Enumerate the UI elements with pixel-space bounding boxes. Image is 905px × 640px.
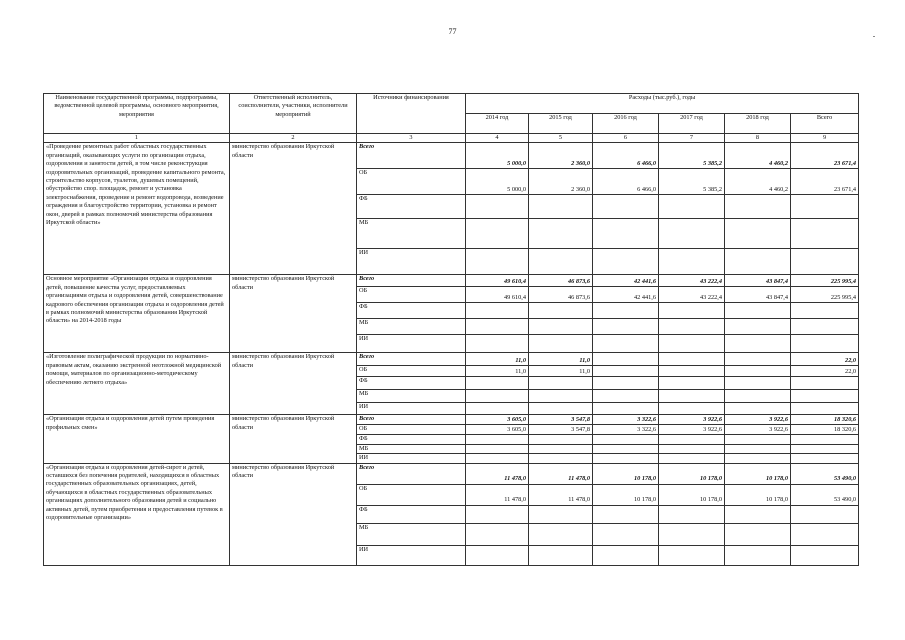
year-value-cell — [529, 319, 593, 335]
funding-source: ФБ — [357, 435, 466, 444]
funding-source: ИИ — [357, 454, 466, 463]
executor-name: министерство образования Иркутской области — [230, 143, 357, 275]
year-value-cell: 3 922,6 — [659, 415, 725, 425]
header-year: 2016 год — [593, 114, 659, 134]
year-value-cell — [529, 219, 593, 249]
year-value-cell: 10 178,0 — [725, 463, 791, 484]
year-value-cell — [529, 545, 593, 565]
year-value-cell — [725, 435, 791, 444]
year-value-cell — [659, 335, 725, 353]
year-value-cell — [725, 219, 791, 249]
year-value-cell — [659, 377, 725, 390]
year-value-cell — [659, 219, 725, 249]
funding-source: ФБ — [357, 505, 466, 523]
year-value-cell — [725, 390, 791, 403]
funding-source: Всего — [357, 275, 466, 287]
header-executor: Ответственный исполнитель, соисполнители, участники, исполнители мероприятий — [230, 94, 357, 134]
year-value-cell: 3 547,8 — [529, 415, 593, 425]
total-cell: 23 671,4 — [791, 143, 859, 169]
header-year: 2018 год — [725, 114, 791, 134]
expenses-table — [43, 93, 859, 566]
year-value-cell — [659, 444, 725, 453]
year-value-cell: 10 178,0 — [593, 463, 659, 484]
year-value-cell — [725, 319, 791, 335]
year-value-cell: 11,0 — [466, 366, 529, 377]
activity-name: «Изготовление полиграфической продукции по нормативно-правовым актам, оказанию экстренной неотложной медицинской помощи, материалов по организационно-методическому обеспечению летнего отдыха» — [44, 353, 230, 415]
year-value-cell — [593, 454, 659, 463]
header-total: Всего — [791, 114, 859, 134]
header-expenses: Расходы (тыс.руб.), годы — [466, 94, 859, 114]
total-cell — [791, 303, 859, 319]
total-cell — [791, 319, 859, 335]
year-value-cell — [725, 366, 791, 377]
year-value-cell — [466, 335, 529, 353]
year-value-cell: 49 610,4 — [466, 275, 529, 287]
year-value-cell — [659, 505, 725, 523]
year-value-cell — [466, 545, 529, 565]
year-value-cell — [725, 249, 791, 275]
year-value-cell — [593, 505, 659, 523]
total-cell — [791, 403, 859, 415]
year-value-cell — [659, 353, 725, 366]
total-cell — [791, 454, 859, 463]
col-number: 7 — [659, 134, 725, 143]
year-value-cell — [659, 319, 725, 335]
funding-source: Всего — [357, 463, 466, 484]
year-value-cell — [725, 545, 791, 565]
year-value-cell: 43 847,4 — [725, 287, 791, 303]
year-value-cell — [529, 195, 593, 219]
year-value-cell — [593, 444, 659, 453]
year-value-cell: 3 322,6 — [593, 415, 659, 425]
col-number: 6 — [593, 134, 659, 143]
header-source: Источники финансирования — [357, 94, 466, 134]
year-value-cell — [659, 303, 725, 319]
year-value-cell — [593, 195, 659, 219]
year-value-cell — [593, 523, 659, 545]
total-cell — [791, 435, 859, 444]
year-value-cell: 4 460,2 — [725, 169, 791, 195]
year-value-cell — [466, 454, 529, 463]
total-cell — [791, 390, 859, 403]
year-value-cell — [466, 403, 529, 415]
header-year: 2017 год — [659, 114, 725, 134]
year-value-cell — [529, 377, 593, 390]
year-value-cell — [593, 219, 659, 249]
total-cell — [791, 195, 859, 219]
funding-source: ФБ — [357, 195, 466, 219]
year-value-cell — [593, 403, 659, 415]
col-number: 9 — [791, 134, 859, 143]
year-value-cell: 3 547,8 — [529, 425, 593, 435]
header-name: Наименование государственной программы, подпрограммы, ведомственной целевой программы, основного мероприятия, мероприятия — [44, 94, 230, 134]
year-value-cell — [466, 523, 529, 545]
funding-source: ИИ — [357, 545, 466, 565]
col-number: 3 — [357, 134, 466, 143]
year-value-cell: 3 605,0 — [466, 425, 529, 435]
year-value-cell: 43 847,4 — [725, 275, 791, 287]
page-number: 77 — [448, 27, 457, 36]
year-value-cell — [593, 335, 659, 353]
year-value-cell — [659, 435, 725, 444]
total-cell — [791, 335, 859, 353]
activity-name: Основное мероприятие «Организация отдыха и оздоровления детей, повышение качества услуг, предоставляемых организациями отдыха и оздоровления детей, совершенствование кадрового обеспечения организации отдыха и оздоровления детей в рамках полномочий министерства образования Иркутской области» на 2014-2018 годы — [44, 275, 230, 353]
funding-source: Всего — [357, 143, 466, 169]
year-value-cell — [593, 377, 659, 390]
year-value-cell — [659, 366, 725, 377]
total-cell — [791, 377, 859, 390]
year-value-cell — [529, 444, 593, 453]
funding-source: МБ — [357, 319, 466, 335]
year-value-cell — [725, 505, 791, 523]
year-value-cell: 4 460,2 — [725, 143, 791, 169]
year-value-cell: 10 178,0 — [725, 484, 791, 505]
funding-source: ФБ — [357, 303, 466, 319]
year-value-cell — [593, 353, 659, 366]
year-value-cell: 5 000,0 — [466, 169, 529, 195]
total-cell: 225 995,4 — [791, 287, 859, 303]
total-cell — [791, 249, 859, 275]
year-value-cell — [529, 335, 593, 353]
year-value-cell: 46 873,6 — [529, 275, 593, 287]
funding-source: Всего — [357, 415, 466, 425]
total-cell: 225 995,4 — [791, 275, 859, 287]
year-value-cell — [466, 249, 529, 275]
year-value-cell — [529, 505, 593, 523]
year-value-cell — [725, 195, 791, 219]
year-value-cell — [593, 545, 659, 565]
year-value-cell: 3 605,0 — [466, 415, 529, 425]
funding-source: ФБ — [357, 377, 466, 390]
year-value-cell: 2 360,0 — [529, 143, 593, 169]
col-number: 2 — [230, 134, 357, 143]
year-value-cell: 6 466,0 — [593, 169, 659, 195]
activity-name: «Организация отдыха и оздоровления детей путем проведения профильных смен» — [44, 415, 230, 463]
header-year: 2015 год — [529, 114, 593, 134]
year-value-cell — [529, 403, 593, 415]
funding-source: ИИ — [357, 335, 466, 353]
funding-source: ОБ — [357, 425, 466, 435]
total-cell: 53 490,0 — [791, 463, 859, 484]
year-value-cell — [466, 390, 529, 403]
col-number: 5 — [529, 134, 593, 143]
year-value-cell: 43 222,4 — [659, 275, 725, 287]
year-value-cell — [659, 523, 725, 545]
year-value-cell — [466, 435, 529, 444]
year-value-cell — [593, 319, 659, 335]
year-value-cell: 49 610,4 — [466, 287, 529, 303]
executor-name: министерство образования Иркутской области — [230, 463, 357, 565]
funding-source: Всего — [357, 353, 466, 366]
year-value-cell — [659, 403, 725, 415]
year-value-cell: 5 000,0 — [466, 143, 529, 169]
activity-name: «Проведение ремонтных работ областных государственных организаций, оказывающих услуги по организации отдыха, оздоровления и занятости детей, в том числе реконструкция оздоровительных организаций, проведение капитального ремонта, строительство корпусов, туалетов, душевых помещений, обустройство спор. площадок, ремонт и установка электроснабжения, проведение и ремонт водопровода, возведение ограждения и благоустройство территории, установка и ремонт окон, дверей в рамках полномочий министерства образования Иркутской области» — [44, 143, 230, 275]
year-value-cell: 46 873,6 — [529, 287, 593, 303]
year-value-cell — [466, 195, 529, 219]
funding-source: ИИ — [357, 249, 466, 275]
year-value-cell — [529, 523, 593, 545]
year-value-cell — [593, 366, 659, 377]
scan-speck — [873, 36, 875, 37]
year-value-cell: 2 360,0 — [529, 169, 593, 195]
year-value-cell — [725, 353, 791, 366]
year-value-cell — [725, 335, 791, 353]
year-value-cell — [725, 444, 791, 453]
funding-source: ОБ — [357, 484, 466, 505]
table-row — [44, 275, 859, 287]
total-cell: 53 490,0 — [791, 484, 859, 505]
year-value-cell: 5 385,2 — [659, 143, 725, 169]
year-value-cell — [466, 444, 529, 453]
year-value-cell — [725, 377, 791, 390]
table-row — [44, 353, 859, 366]
executor-name: министерство образования Иркутской области — [230, 415, 357, 463]
year-value-cell — [725, 454, 791, 463]
year-value-cell — [529, 454, 593, 463]
year-value-cell: 10 178,0 — [659, 463, 725, 484]
year-value-cell — [659, 545, 725, 565]
total-cell: 18 320,6 — [791, 425, 859, 435]
col-number: 1 — [44, 134, 230, 143]
year-value-cell: 11 478,0 — [529, 484, 593, 505]
year-value-cell: 10 178,0 — [593, 484, 659, 505]
year-value-cell — [466, 303, 529, 319]
executor-name: министерство образования Иркутской области — [230, 353, 357, 415]
year-value-cell: 3 322,6 — [593, 425, 659, 435]
year-value-cell: 5 385,2 — [659, 169, 725, 195]
year-value-cell: 3 922,6 — [659, 425, 725, 435]
col-number: 4 — [466, 134, 529, 143]
year-value-cell: 11 478,0 — [529, 463, 593, 484]
executor-name: министерство образования Иркутской области — [230, 275, 357, 353]
funding-source: ОБ — [357, 169, 466, 195]
total-cell: 18 320,6 — [791, 415, 859, 425]
year-value-cell: 11,0 — [466, 353, 529, 366]
year-value-cell: 42 441,6 — [593, 287, 659, 303]
total-cell — [791, 523, 859, 545]
funding-source: ОБ — [357, 366, 466, 377]
year-value-cell — [725, 523, 791, 545]
year-value-cell: 11,0 — [529, 353, 593, 366]
year-value-cell: 3 922,6 — [725, 425, 791, 435]
year-value-cell — [466, 319, 529, 335]
table-row — [44, 415, 859, 425]
year-value-cell: 6 466,0 — [593, 143, 659, 169]
year-value-cell — [529, 435, 593, 444]
funding-source: МБ — [357, 390, 466, 403]
year-value-cell — [725, 403, 791, 415]
year-value-cell: 11,0 — [529, 366, 593, 377]
total-cell — [791, 505, 859, 523]
year-value-cell — [659, 454, 725, 463]
year-value-cell — [529, 303, 593, 319]
year-value-cell — [725, 303, 791, 319]
year-value-cell: 10 178,0 — [659, 484, 725, 505]
activity-name: «Организация отдыха и оздоровления детей-сирот и детей, оставшихся без попечения родителей, находящихся в областных государственных образовательных организациях, детей, обучающихся в областных государственных образовательных организациях дополнительного образования детей и социально активных детей, путем приобретения и предоставления путевок в оздоровительные организации» — [44, 463, 230, 565]
total-cell — [791, 545, 859, 565]
funding-source: ИИ — [357, 403, 466, 415]
year-value-cell — [593, 249, 659, 275]
year-value-cell — [659, 249, 725, 275]
total-cell: 22,0 — [791, 353, 859, 366]
total-cell: 22,0 — [791, 366, 859, 377]
year-value-cell — [593, 303, 659, 319]
funding-source: МБ — [357, 219, 466, 249]
year-value-cell: 11 478,0 — [466, 484, 529, 505]
year-value-cell: 3 922,6 — [725, 415, 791, 425]
year-value-cell: 11 478,0 — [466, 463, 529, 484]
total-cell: 23 671,4 — [791, 169, 859, 195]
col-number: 8 — [725, 134, 791, 143]
funding-source: ОБ — [357, 287, 466, 303]
funding-source: МБ — [357, 444, 466, 453]
year-value-cell — [659, 390, 725, 403]
table-row — [44, 463, 859, 484]
year-value-cell — [466, 505, 529, 523]
total-cell — [791, 219, 859, 249]
funding-source: МБ — [357, 523, 466, 545]
year-value-cell — [529, 249, 593, 275]
header-year: 2014 год — [466, 114, 529, 134]
year-value-cell — [593, 435, 659, 444]
year-value-cell — [659, 195, 725, 219]
table-row — [44, 143, 859, 169]
year-value-cell — [466, 377, 529, 390]
year-value-cell — [529, 390, 593, 403]
year-value-cell: 42 441,6 — [593, 275, 659, 287]
year-value-cell — [593, 390, 659, 403]
year-value-cell — [466, 219, 529, 249]
year-value-cell: 43 222,4 — [659, 287, 725, 303]
total-cell — [791, 444, 859, 453]
